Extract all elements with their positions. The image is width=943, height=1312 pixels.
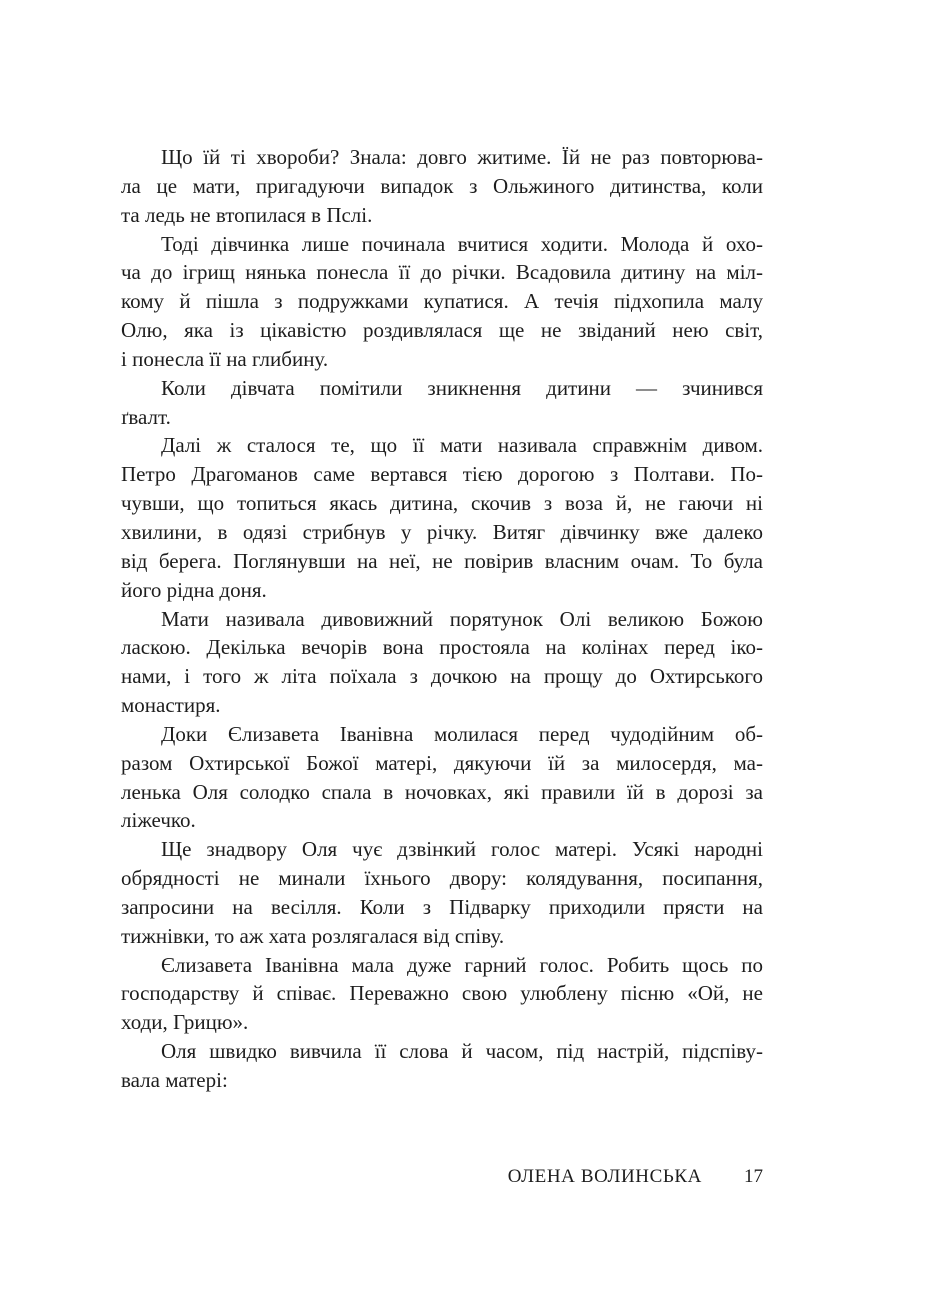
text-line: ходи, Грицю». (121, 1010, 249, 1035)
paragraph (121, 720, 763, 835)
text-line: його рідна доня. (121, 577, 267, 602)
text-line: монастиря. (121, 693, 221, 718)
text-line: Олю, яка із цікавістю роздивлялася ще не звіданий нею світ, (121, 318, 763, 343)
text-line: Мати називала дивовижний порятунок Олі великою Божою (161, 606, 763, 631)
text-line: хвилини, в одязі стрибнув у річку. Витяг дівчинку вже далеко (121, 519, 763, 544)
text-line: господарству й співає. Переважно свою улюблену пісню «Ой, не (121, 981, 763, 1006)
page-number: 17 (744, 1166, 763, 1187)
footer-author: ОЛЕНА ВОЛИНСЬКА (507, 1166, 702, 1187)
text-line: запросини на весілля. Коли з Підварку приходили прясти на (121, 894, 763, 919)
text-line: Ще знадвору Оля чує дзвінкий голос матері. Усякі народні (161, 837, 763, 862)
paragraph (121, 374, 763, 432)
text-line: ґвалт. (121, 404, 171, 429)
text-line: і понесла її на глибину. (121, 346, 329, 371)
text-line: ла це мати, пригадуючи випадок з Ольжиного дитинства, коли (121, 173, 763, 198)
text-line: нами, і того ж літа поїхала з дочкою на прощу до Охтирського (121, 664, 763, 689)
text-line: Тоді дівчинка лише починала вчитися ходити. Молода й охо- (161, 231, 763, 256)
paragraph (121, 1037, 763, 1095)
text-line: Петро Драгоманов саме вертався тією дорогою з Полтави. По- (121, 462, 763, 487)
text-line: кому й пішла з подружками купатися. А течія підхопила малу (121, 289, 763, 314)
paragraph (121, 143, 763, 230)
paragraph (121, 835, 763, 950)
paragraph (121, 951, 763, 1038)
text-line: ласкою. Декілька вечорів вона простояла на колінах перед іко- (121, 635, 763, 660)
text-line: Коли дівчата помітили зникнення дитини — зчинився (161, 375, 763, 400)
paragraph (121, 230, 763, 374)
text-block (121, 143, 763, 1095)
text-line: чувши, що топиться якась дитина, скочив з воза й, не гаючи ні (121, 491, 763, 516)
text-line: разом Охтирської Божої матері, дякуючи їй за милосердя, ма- (121, 750, 763, 775)
text-line: ленька Оля солодко спала в ночовках, які правили їй в дорозі за (121, 779, 763, 804)
paragraph (121, 431, 763, 604)
text-line: Єлизавета Іванівна мала дуже гарний голос. Робить щось по (161, 952, 763, 977)
text-line: Далі ж сталося те, що її мати називала справжнім дивом. (161, 433, 763, 458)
text-line: тижнівки, то аж хата розлягалася від співу. (121, 923, 505, 948)
text-line: від берега. Поглянувши на неї, не повірив власним очам. То була (121, 548, 763, 573)
text-line: Оля швидко вивчила її слова й часом, під настрій, підспіву- (161, 1039, 763, 1064)
page-footer (121, 1166, 763, 1188)
text-line: ліжечко. (121, 808, 196, 833)
text-line: ча до ігрищ нянька понесла її до річки. Всадовила дитину на міл- (121, 260, 763, 285)
paragraph (121, 605, 763, 720)
text-line: обрядності не минали їхнього двору: колядування, посипання, (121, 866, 763, 891)
text-line: вала матері: (121, 1068, 228, 1092)
text-line: та ледь не втопилася в Пслі. (121, 202, 373, 227)
text-line: Що їй ті хвороби? Знала: довго житиме. Їй не раз повторюва- (161, 145, 763, 169)
text-line: Доки Єлизавета Іванівна молилася перед чудодійним об- (161, 721, 763, 746)
